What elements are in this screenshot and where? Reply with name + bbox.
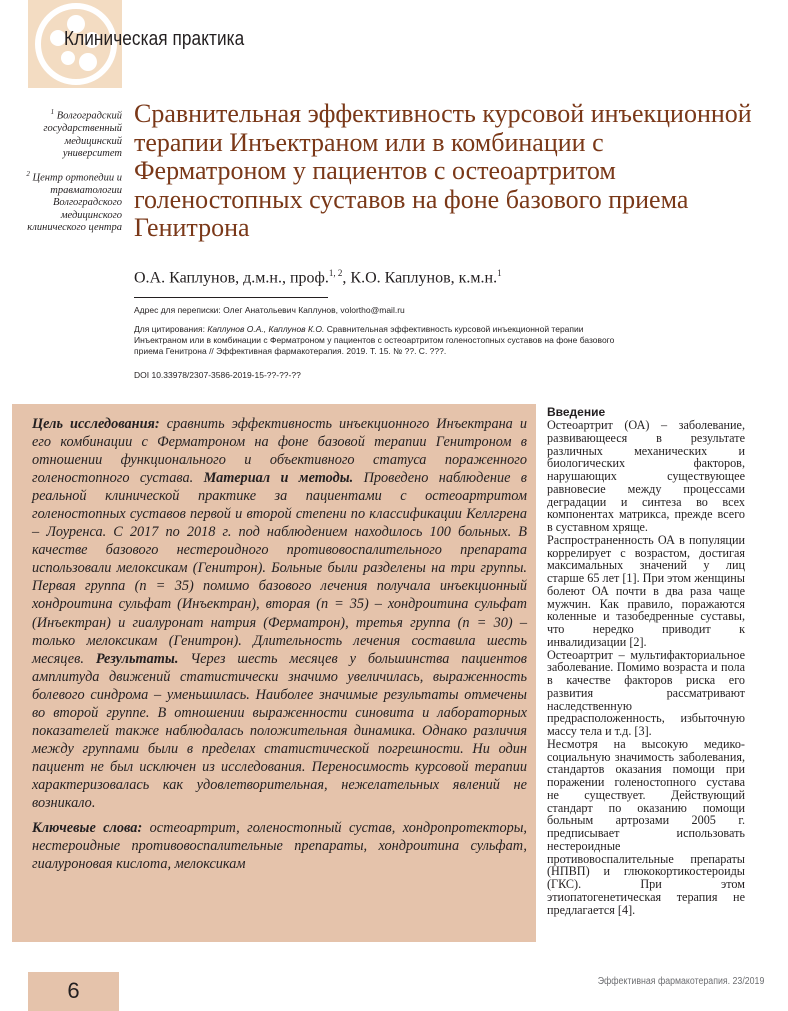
intro-paragraph: Остеоартрит – мультифакториальное заболевание. Помимо возраста и пола в качестве факторов риска его развития рассматривают наследственную предрасположенность, избыточную массу тела и т.д. [3]. [547, 647, 745, 738]
doi: DOI 10.33978/2307-3586-2019-15-??-??-?? [134, 370, 301, 380]
article-title: Сравнительная эффективность курсовой инъекционной терапии Инъектраном или в комбинации с Ферматроном у пациентов с остеоартритом голеностопных суставов на фоне базового приема Генитрона [134, 99, 752, 242]
keywords-label: Ключевые слова: [32, 820, 143, 837]
authors [134, 268, 502, 287]
affiliation-sup: 1 [50, 108, 55, 116]
intro-heading: Введение [547, 405, 606, 419]
author-1-affil: 1, 2 [328, 268, 343, 278]
affiliation-1 [10, 106, 122, 161]
results-text: Через шесть месяцев у большинства пациентов амплитуда движений статистически значимо увеличилась, выраженность болевого синдрома – уменьшилась. Наиболее значимые результаты отмечены во второй группе. В отношении выраженности синовита и лабораторных показателей также наблюдалась положительная динамика. Однако различия между группами были в пределах статистической погрешности. Ни один пациент не был исключен из исследования. Переносимость курсовой терапии характеризовалась как удовлетворительная, нежелательных явлений не возникало. [32, 650, 527, 811]
abstract [32, 415, 527, 873]
aim-text: сравнить эффективность инъекционного Инъектрана и его комбинации с Ферматроном на фоне базовой терапии Генитроном в отношении функционального и объективного статуса пораженного голеностопного сустава. [32, 416, 528, 487]
section-title: Клиническая практика [64, 28, 245, 50]
keywords-text: остеоартрит, голеностопный сустав, хондропротекторы, нестероидные противовоспалительные препараты, хондроитина сульфат, гиалуроновая кислота, мелоксикам [32, 820, 527, 873]
results-label: Результаты. [95, 650, 179, 667]
divider [134, 297, 328, 298]
methods-text: Проведено наблюдение в реальной клинической практике за пациентами с остеоартритом голеностопных суставов первой и второй степени по классификации Келлгрена – Лоуренса. С 2017 по 2018 г. под наблюдением находилось 100 больных. В качестве базового нестероидного противовоспалительного препарата использовали мелоксикам (Генитрон). Больные были разделены на три группы. Первая группа (n = 35) помимо базового лечения получала инъекционный хондроитина сульфат (Инъектран), вторая (n = 35) – хондроитина сульфат (Инъектран) и гиалуронат натрия (Ферматрон), третья группа (n = 30) – только мелоксикам (Генитрон). Длительность лечения составила шесть месяцев. [32, 470, 528, 667]
intro-paragraph: Распространенность ОА в популяции коррелирует с возрастом, достигая максимальных значений у лиц старше 65 лет [1]. При этом женщины болеют ОА почти в два раза чаще мужчин. Как правило, поражаются коленные и тазобедренные суставы, что нередко приводит к инвалидизации [2]. [547, 532, 745, 649]
affiliation-sup: 2 [26, 169, 30, 178]
correspondence: Адрес для переписки: Олег Анатольевич Каплунов, volortho@mail.ru [134, 305, 405, 315]
author-1: О.А. Каплунов, д.м.н., проф. [134, 269, 329, 287]
citation-authors: Каплунов О.А., Каплунов К.О. [207, 324, 325, 334]
citation-text: Сравнительная эффективность курсовой инъекционной терапии Инъектраном или в комбинации с Ферматроном у пациентов с остеоартритом голеностопных суставов на фоне базового приема Генитрона // Эффективная фармакотерапия. 2019. Т. 15. № ??. С. ???. [134, 324, 615, 356]
methods-label: Материал и методы. [203, 470, 354, 487]
intro-paragraph: Остеоартрит (ОА) – заболевание, развивающееся в результате различных механических и биологических факторов, нарушающих существующее равновесие между процессами деградации и синтеза во всех компонентах матрикса, прежде всего в суставном хряще. [547, 418, 745, 534]
affiliation-2 [10, 168, 122, 235]
citation [134, 324, 634, 357]
aim-label: Цель исследования: [32, 416, 160, 432]
page-number: 6 [67, 978, 80, 1003]
keywords [32, 819, 527, 873]
author-2: К.О. Каплунов, к.м.н. [350, 269, 498, 287]
journal-footer: Эффективная фармакотерапия. 23/2019 [597, 976, 764, 987]
abstract-body [32, 415, 527, 812]
citation-label: Для цитирования: [134, 324, 208, 334]
affiliations [10, 106, 122, 242]
page-number-box [28, 972, 119, 1011]
introduction [547, 406, 745, 916]
author-separator: , [342, 269, 351, 287]
affiliation-text: Волгоградский государственный медицинский университет [43, 110, 122, 159]
affiliation-text: Центр ортопедии и травматологии Волгоградского медицинского клинического центра [27, 172, 122, 233]
author-2-affil: 1 [497, 268, 502, 278]
intro-paragraph: Несмотря на высокую медико-социальную значимость заболевания, стандартов оказания помощи при поражении голеностопного сустава не существует. Действующий стандарт по оказанию помощи больным артрозами 2005 г. предписывает использовать нестероидные противовоспалительные препараты (НПВП) и глюкокортикостероиды (ГКС). При этом этиопатогенетическая терапия не предлагается [4]. [547, 736, 745, 917]
